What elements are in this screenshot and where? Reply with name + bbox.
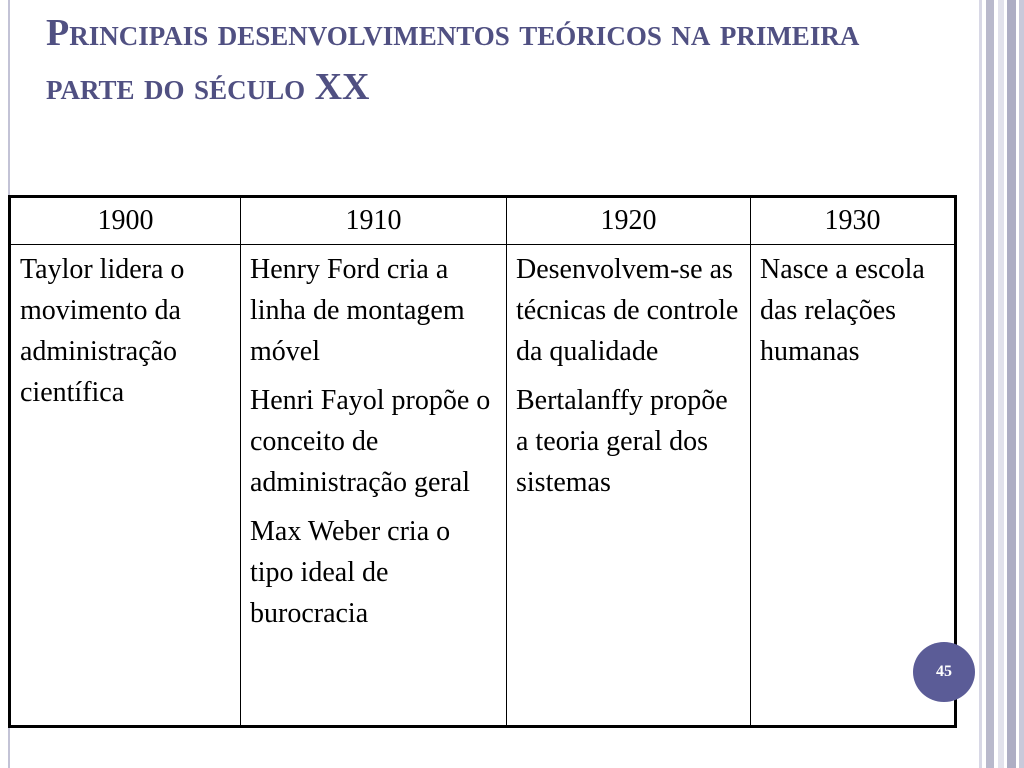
slide-title: Principais desenvolvimentos teóricos na primeira parte do século XX xyxy=(46,12,860,108)
cell-paragraph: Max Weber cria o tipo ideal de burocracia xyxy=(250,516,451,629)
cell-paragraph: Bertalanffy propõe a teoria geral dos sistemas xyxy=(516,385,728,498)
cell-paragraph: Henry Ford cria a linha de montagem móvel xyxy=(250,254,465,367)
cell-paragraph: Henri Fayol propõe o conceito de administração geral xyxy=(250,385,491,498)
table-cell-1900 xyxy=(10,245,241,727)
cell-paragraph: Nasce a escola das relações humanas xyxy=(760,254,925,367)
timeline-table xyxy=(8,195,957,728)
page-number-badge: 45 xyxy=(913,642,975,702)
table-row xyxy=(10,245,956,727)
header-cell: 1920 xyxy=(507,197,751,245)
cell-paragraph: Taylor lidera o movimento da administração científica xyxy=(20,254,185,408)
header-cell: 1900 xyxy=(10,197,241,245)
cell-paragraph: Desenvolvem-se as técnicas de controle da qualidade xyxy=(516,254,739,367)
table-cell-1910 xyxy=(241,245,507,727)
right-decorative-stripes xyxy=(974,0,1024,768)
header-cell: 1910 xyxy=(241,197,507,245)
table-header-row xyxy=(10,197,956,245)
header-cell: 1930 xyxy=(751,197,956,245)
table-cell-1920 xyxy=(507,245,751,727)
